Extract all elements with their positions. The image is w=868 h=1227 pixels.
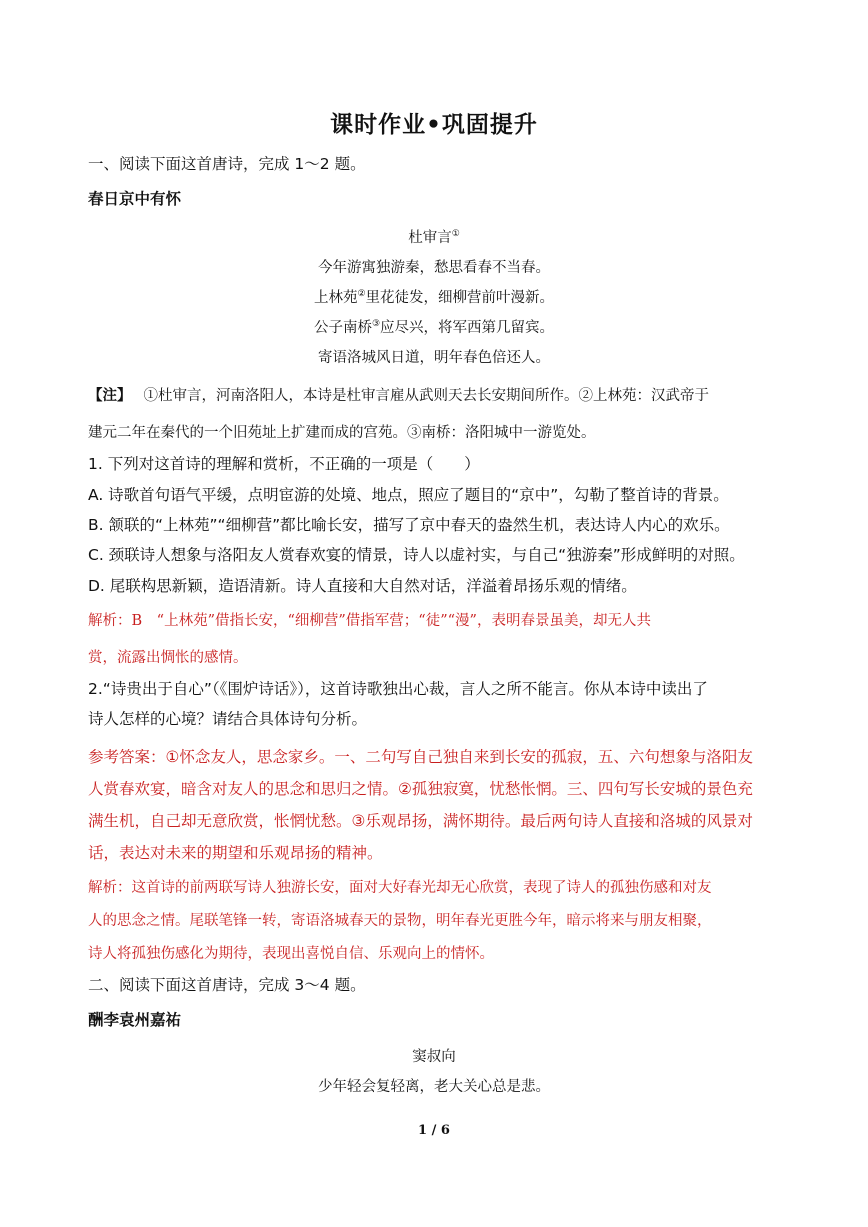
poem1-author-name: 杜审言 bbox=[408, 230, 452, 246]
note-text-1: ①杜审言，河南洛阳人，本诗是杜审言雇从武则天去长安期间所作。②上林苑：汉武帝于 bbox=[143, 388, 709, 404]
q1-analysis-line-2: 赏，流露出惆怅的感情。 bbox=[88, 650, 248, 666]
page-number: 1 / 6 bbox=[418, 1123, 450, 1138]
poem1-line-3-text-b: 应尽兴，将军西第几留宾。 bbox=[380, 320, 555, 336]
poem1-notes-line-1 bbox=[88, 384, 788, 405]
poem1-author bbox=[0, 226, 868, 247]
note-label: 【注】 bbox=[88, 387, 132, 404]
poem1-line-2-note-mark: ② bbox=[357, 289, 366, 300]
poem1-line-1 bbox=[0, 256, 868, 277]
page-title: 课时作业•巩固提升 bbox=[330, 112, 538, 138]
poem1-notes-line-2: 建元二年在秦代的一个旧苑址上扩建而成的宫苑。③南桥：洛阳城中一游览处。 bbox=[88, 425, 596, 441]
poem1-line-4 bbox=[0, 346, 868, 367]
poem1-line-2-text-b: 里花徒发，细柳营前叶漫新。 bbox=[365, 290, 555, 306]
poem1-title: 春日京中有怀 bbox=[88, 190, 182, 208]
poem1-line-2-text-a: 上林苑 bbox=[313, 290, 358, 306]
poem1-line-2 bbox=[0, 286, 868, 307]
q1-option-c: C. 颈联诗人想象与洛阳友人赏春欢宴的情景，诗人以虚衬实，与自己“独游秦”形成鲜明的对照。 bbox=[88, 546, 745, 564]
q1-option-a: A. 诗歌首句语气平缓，点明宦游的处境、地点，照应了题目的“京中”，勾勒了整首诗的背景。 bbox=[88, 486, 729, 504]
q1-option-b: B. 颔联的“上林苑”“细柳营”都比喻长安，描写了京中春天的盎然生机，表达诗人内心的欢乐。 bbox=[88, 516, 730, 534]
q2-analysis-line-1: 解析：这首诗的前两联写诗人独游长安，面对大好春光却无心欣赏，表现了诗人的孤独伤感和对友 bbox=[88, 880, 712, 896]
q2-answer-line-3: 满生机，自己却无意欣赏，怅惘忧愁。③乐观昂扬，满怀期待。最后两句诗人直接和洛城的风景对 bbox=[88, 812, 753, 830]
q1-stem: 1. 下列对这首诗的理解和赏析，不正确的一项是（ ） bbox=[88, 455, 480, 473]
q2-answer-line-4: 话，表达对未来的期望和乐观昂扬的精神。 bbox=[88, 844, 383, 862]
poem2-title: 酬李袁州嘉祐 bbox=[88, 1011, 182, 1029]
q2-stem-line-2: 诗人怎样的心境？请结合具体诗句分析。 bbox=[88, 710, 368, 728]
q2-analysis-line-2: 人的思念之情。尾联笔锋一转，寄语洛城春天的景物，明年春光更胜今年，暗示将来与朋友相聚， bbox=[88, 913, 712, 929]
poem2-line-1: 少年轻会复轻离，老大关心总是悲。 bbox=[318, 1079, 550, 1095]
poem1-line-3 bbox=[0, 316, 868, 337]
poem1-line-3-text-a: 公子南桥 bbox=[313, 320, 372, 336]
q1-analysis-line-1: 解析：B “上林苑”借指长安，“细柳营”借指军营；“徒”“漫”，表明春景虽美，却无人共 bbox=[88, 613, 651, 629]
q2-analysis-line-3: 诗人将孤独伤感化为期待，表现出喜悦自信、乐观向上的情怀。 bbox=[88, 946, 494, 962]
poem1-line-1-text: 今年游寓独游秦，愁思看春不当春。 bbox=[318, 260, 550, 276]
q2-stem-line-1: 2.“诗贵出于自心”（《围炉诗话》），这首诗歌独出心裁，言人之所不能言。你从本诗中读出了 bbox=[88, 680, 708, 698]
poem1-line-4-text: 寄语洛城风日道，明年春色倍还人。 bbox=[318, 350, 550, 366]
q2-answer-line-1: 参考答案：①怀念友人，思念家乡。一、二句写自己独自来到长安的孤寂，五、六句想象与洛阳友 bbox=[88, 748, 753, 766]
poem2-author: 窦叔向 bbox=[412, 1049, 456, 1065]
section1-heading: 一、阅读下面这首唐诗，完成 1～2 题。 bbox=[88, 155, 366, 173]
q1-option-d: D. 尾联构思新颖，造语清新。诗人直接和大自然对话，洋溢着昂扬乐观的情绪。 bbox=[88, 577, 637, 595]
poem1-author-note-mark: ① bbox=[451, 229, 460, 240]
section2-heading: 二、阅读下面这首唐诗，完成 3～4 题。 bbox=[88, 976, 366, 994]
poem1-line-3-note-mark: ③ bbox=[371, 319, 381, 330]
q2-answer-line-2: 人赏春欢宴，暗含对友人的思念和思归之情。②孤独寂寞，忧愁怅惘。三、四句写长安城的景色充 bbox=[88, 780, 753, 798]
